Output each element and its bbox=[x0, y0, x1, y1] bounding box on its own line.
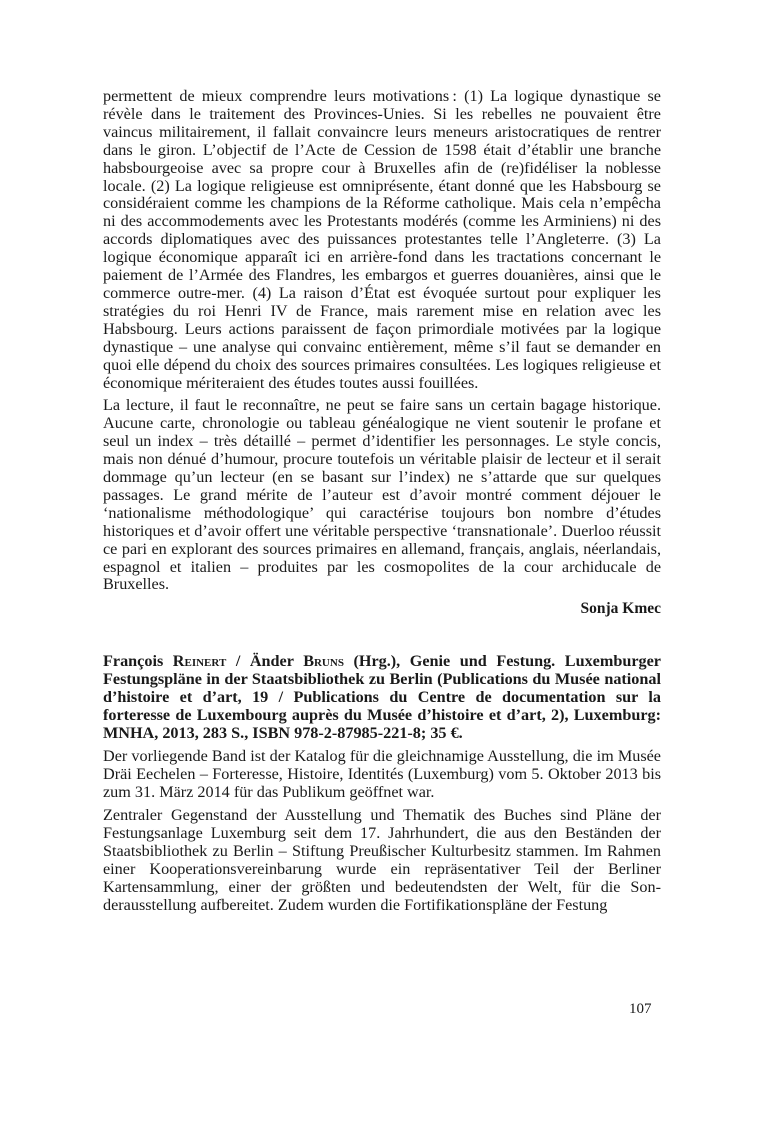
heading-author1-first: François bbox=[103, 652, 173, 671]
review1-paragraph-1: permettent de mieux comprendre leurs motivations : (1) La logique dynastique se révèle dans le traitement des Provinces-Unies. Si les rebelles ne pouvaient être vaincus militairement, il fallait convaincre leurs meneurs aristocratiques de rentrer dans le giron. L’objectif de l’Acte de Cession de 1598 était d’établir une branche habsbourgeoise avec sa propre cour à Bruxelles afin de (re)fidéliser la noblesse locale. (2) La logique religieuse est omniprésente, étant donné que les Habsbourg se considéraient comme les champions de la Réforme catholique. Mais cela n’empêcha ni des accommodements avec les Protestants modérés (comme les Arminiens) ni des accords diplomatiques avec des puissances protestantes telle l’Angleterre. (3) La logique économique apparaît ici en arrière-fond dans les tractations concernant le paiement de l’Armée des Flandres, les embargos et guerres douanières, ainsi que le commerce outre-mer. (4) La raison d’État est évoquée surtout pour expliquer les stratégies du roi Henri IV de France, mais rarement mise en relation avec les Habsbourg. Leurs actions paraissent de façon primordiale motivées par la logique dynastique – une analyse qui convainc entièrement, même s’il faut se demander en quoi elle dépend du choix des sources primaires consultées. Les logiques religieuse et économique mériteraient des études toutes aussi fouillées. bbox=[103, 87, 661, 392]
page-body bbox=[103, 88, 661, 915]
review2-paragraph-1: Der vorliegende Band ist der Katalog für die gleichnamige Ausstellung, die im Musée Dräi Eechelen – Forteresse, Histoire, Identités (Luxemburg) vom 5. Oktober 2013 bis zum 31. März 2014 für das Publikum geöffnet war. bbox=[103, 747, 661, 802]
heading-author2-last: Bruns bbox=[303, 652, 344, 671]
review1-paragraph-2: La lecture, il faut le reconnaître, ne peut se faire sans un certain bagage historique. Aucune carte, chronologie ou tableau généalogique ne vient soutenir le profane et seul un index – très détaillé – permet d’identifier les personnages. Le style concis, mais non dénué d’humour, procure toutefois un véritable plaisir de lecteur et il serait dommage qu’un lecteur (en se basant sur l’index) ne s’attarde que sur quelques passages. Le grand mérite de l’auteur est d’avoir montré comment déjouer le ‘nationalisme méthodologique’ qui caractérise toujours bon nombre d’études historiques et d’avoir offert une véritable perspective ‘transnationale’. Duerloo réussit ce pari en explorant des sources primaires en allemand, français, anglais, néerlandais, espagnol et italien – produites par les cosmopolites de la cour archiducale de Bruxelles. bbox=[103, 396, 661, 594]
heading-bibliographic-details: (Hrg.), Genie und Festung. Luxemburger Festungspläne in der Staatsbibliothek zu Berlin (Publications du Musée national d’histoire et d’art, 19 / Publications du Centre de documentation sur la forteresse de Luxembourg auprès du Musée d’histoire et d’art, 2), Luxemburg: MNHA, 2013, 283 S., ISBN 978-2-87985-221-8; 35 €. bbox=[103, 652, 661, 743]
review2-paragraph-2: Zentraler Gegenstand der Ausstellung und Thematik des Buches sind Pläne der Festungsanlage Luxemburg seit dem 17. Jahrhundert, die aus den Beständen der Staatsbibliothek zu Berlin – Stiftung Preußischer Kulturbesitz stammen. Im Rahmen einer Kooperationsvereinbarung wurde ein repräsentativer Teil der Berliner Kartensammlung, einer der größten und bedeutendsten der Welt, für die Sonderausstellung aufbereitet. Zudem wurden die Fortifikationspläne der Festung bbox=[103, 806, 661, 914]
review-heading bbox=[103, 652, 661, 742]
page-number: 107 bbox=[629, 1001, 652, 1017]
heading-separator: / Änder bbox=[226, 652, 304, 671]
reviewer-signature: Sonja Kmec bbox=[580, 600, 661, 618]
heading-author1-last: Reinert bbox=[172, 652, 227, 671]
